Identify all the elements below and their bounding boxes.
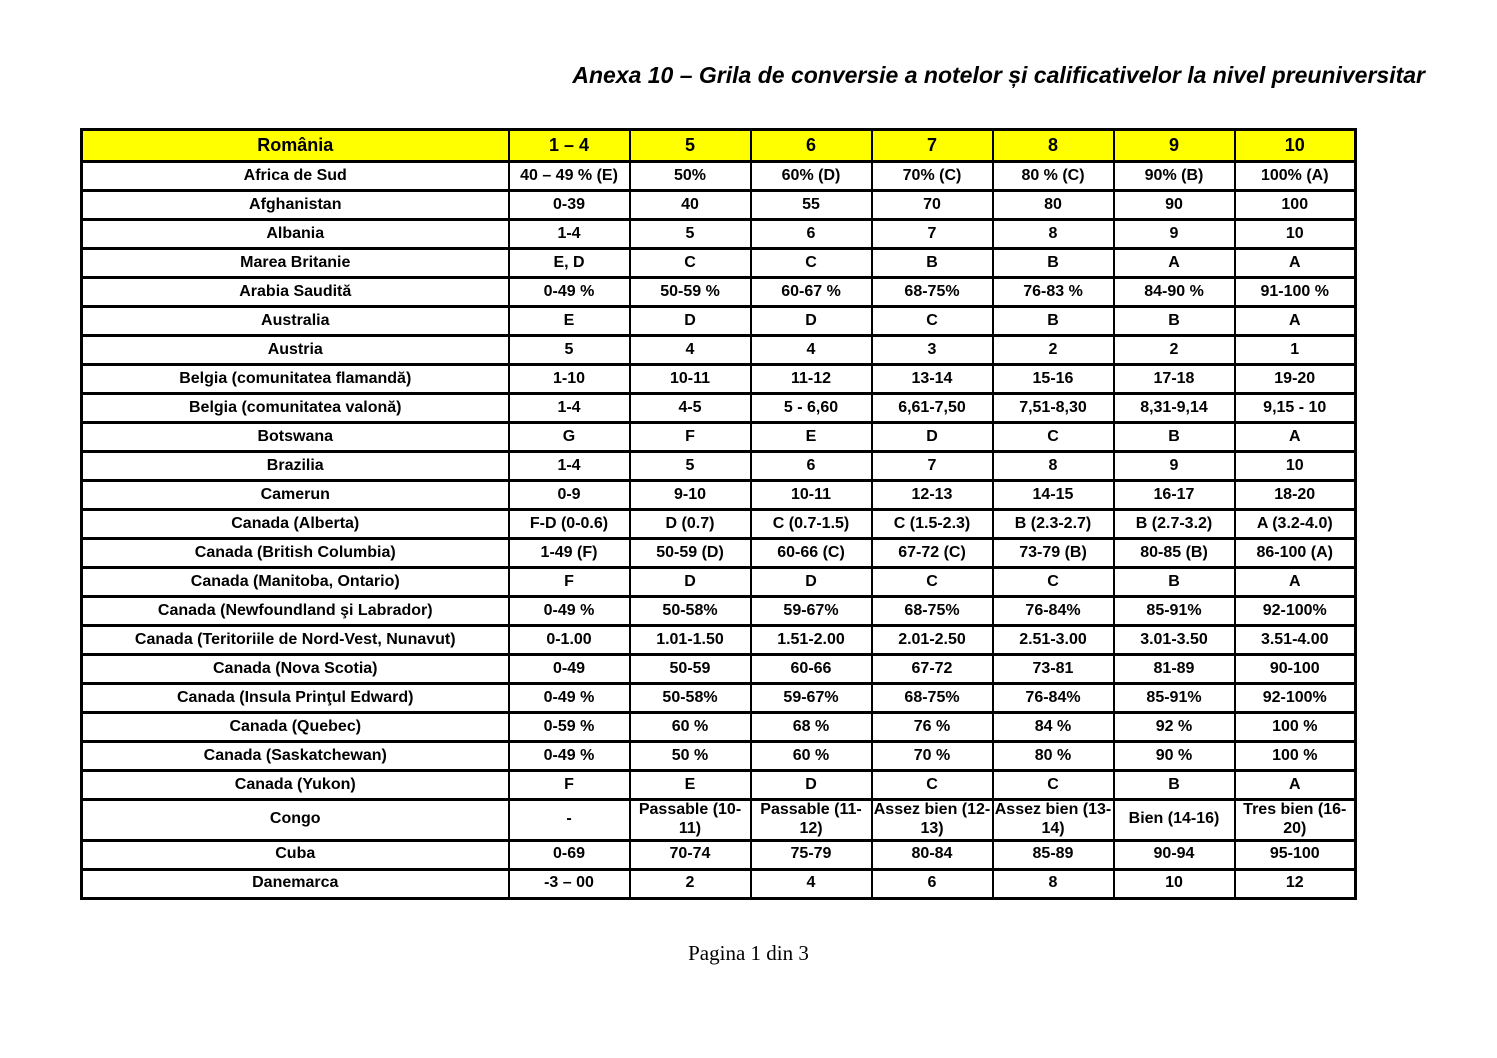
grade-cell: 50%	[630, 162, 751, 191]
table-header-row	[82, 130, 1356, 162]
grade-cell: 70% (C)	[872, 162, 993, 191]
document-title: Anexa 10 – Grila de conversie a notelor și calificativelor la nivel preuniversitar	[572, 62, 1425, 88]
country-cell: Canada (Yukon)	[82, 771, 509, 800]
header-cell-grade: 5	[630, 130, 751, 162]
country-cell: Afghanistan	[82, 191, 509, 220]
grade-cell: 5	[630, 452, 751, 481]
grade-cell: 4-5	[630, 394, 751, 423]
table-row	[82, 220, 1356, 249]
grade-cell: 70-74	[630, 840, 751, 869]
grade-cell: A	[1235, 423, 1356, 452]
country-cell: Canada (Insula Prinţul Edward)	[82, 684, 509, 713]
grade-cell: 2	[993, 336, 1114, 365]
grade-cell: 4	[751, 336, 872, 365]
grade-cell: C (0.7-1.5)	[751, 510, 872, 539]
header-cell-grade: 7	[872, 130, 993, 162]
grade-cell: 5	[509, 336, 630, 365]
grade-cell: -3 – 00	[509, 869, 630, 898]
grade-conversion-table	[80, 128, 1357, 900]
country-cell: Africa de Sud	[82, 162, 509, 191]
grade-cell: 5	[630, 220, 751, 249]
grade-cell: 60-66	[751, 655, 872, 684]
grade-cell: 9	[1114, 452, 1235, 481]
grade-cell: 85-89	[993, 840, 1114, 869]
grade-cell: 0-49 %	[509, 684, 630, 713]
grade-cell: C	[630, 249, 751, 278]
grade-cell: 13-14	[872, 365, 993, 394]
grade-cell: 1-49 (F)	[509, 539, 630, 568]
grade-cell: E	[751, 423, 872, 452]
grade-cell: 73-81	[993, 655, 1114, 684]
grade-cell: 60-67 %	[751, 278, 872, 307]
grade-cell: A	[1235, 249, 1356, 278]
grade-cell: 4	[630, 336, 751, 365]
grade-cell: 95-100	[1235, 840, 1356, 869]
grade-cell: B	[1114, 771, 1235, 800]
grade-cell: 4	[751, 869, 872, 898]
table-row	[82, 869, 1356, 898]
table-row	[82, 713, 1356, 742]
grade-cell: Passable (10-11)	[630, 800, 751, 841]
grade-cell: 90 %	[1114, 742, 1235, 771]
table-row	[82, 597, 1356, 626]
grade-cell: 18-20	[1235, 481, 1356, 510]
grade-cell: 67-72 (C)	[872, 539, 993, 568]
grade-cell: 1.01-1.50	[630, 626, 751, 655]
grade-cell: D	[872, 423, 993, 452]
table-row	[82, 510, 1356, 539]
grade-cell: 60 %	[751, 742, 872, 771]
grade-cell: 92-100%	[1235, 597, 1356, 626]
country-cell: Cuba	[82, 840, 509, 869]
country-cell: Austria	[82, 336, 509, 365]
grade-cell: D	[751, 568, 872, 597]
grade-cell: 59-67%	[751, 684, 872, 713]
grade-cell: 2.01-2.50	[872, 626, 993, 655]
grade-cell: 16-17	[1114, 481, 1235, 510]
grade-cell: 7	[872, 220, 993, 249]
grade-cell: B	[993, 249, 1114, 278]
country-cell: Danemarca	[82, 869, 509, 898]
grade-cell: 67-72	[872, 655, 993, 684]
grade-cell: 2	[1114, 336, 1235, 365]
grade-cell: 70 %	[872, 742, 993, 771]
table-row	[82, 336, 1356, 365]
grade-cell: 0-59 %	[509, 713, 630, 742]
grade-cell: 100 %	[1235, 742, 1356, 771]
table-row	[82, 423, 1356, 452]
grade-cell: 7,51-8,30	[993, 394, 1114, 423]
grade-cell: 81-89	[1114, 655, 1235, 684]
header-cell-grade: 9	[1114, 130, 1235, 162]
country-cell: Canada (Manitoba, Ontario)	[82, 568, 509, 597]
grade-cell: A	[1235, 307, 1356, 336]
grade-cell: 75-79	[751, 840, 872, 869]
grade-cell: 0-49 %	[509, 278, 630, 307]
country-cell: Canada (Teritoriile de Nord-Vest, Nunavut)	[82, 626, 509, 655]
grade-cell: 17-18	[1114, 365, 1235, 394]
grade-cell: 80-85 (B)	[1114, 539, 1235, 568]
grade-cell: 1-10	[509, 365, 630, 394]
grade-cell: 0-69	[509, 840, 630, 869]
table-body	[82, 162, 1356, 899]
grade-cell: 8	[993, 452, 1114, 481]
country-cell: Australia	[82, 307, 509, 336]
grade-cell: 1-4	[509, 452, 630, 481]
grade-cell: D	[630, 568, 751, 597]
grade-cell: 80 % (C)	[993, 162, 1114, 191]
grade-cell: 90	[1114, 191, 1235, 220]
country-cell: Arabia Saudită	[82, 278, 509, 307]
table-row	[82, 249, 1356, 278]
grade-cell: F	[509, 568, 630, 597]
grade-cell: B	[993, 307, 1114, 336]
grade-cell: F	[509, 771, 630, 800]
grade-cell: C	[751, 249, 872, 278]
grade-cell: 68-75%	[872, 684, 993, 713]
grade-cell: 3.01-3.50	[1114, 626, 1235, 655]
grade-cell: 60 %	[630, 713, 751, 742]
grade-cell: 59-67%	[751, 597, 872, 626]
grade-cell: Assez bien (13-14)	[993, 800, 1114, 841]
grade-cell: 76-84%	[993, 684, 1114, 713]
grade-cell: 10-11	[751, 481, 872, 510]
country-cell: Canada (Newfoundland şi Labrador)	[82, 597, 509, 626]
grade-cell: 84 %	[993, 713, 1114, 742]
grade-cell: 10	[1235, 452, 1356, 481]
grade-cell: 40 – 49 % (E)	[509, 162, 630, 191]
country-cell: Canada (Saskatchewan)	[82, 742, 509, 771]
grade-cell: 15-16	[993, 365, 1114, 394]
grade-cell: 9-10	[630, 481, 751, 510]
grade-cell: 73-79 (B)	[993, 539, 1114, 568]
grade-cell: 90-94	[1114, 840, 1235, 869]
grade-cell: 90% (B)	[1114, 162, 1235, 191]
grade-cell: G	[509, 423, 630, 452]
grade-cell: 70	[872, 191, 993, 220]
grade-cell: E	[509, 307, 630, 336]
table-row	[82, 539, 1356, 568]
grade-cell: 1-4	[509, 220, 630, 249]
grade-cell: -	[509, 800, 630, 841]
grade-cell: C	[872, 307, 993, 336]
grade-cell: 2.51-3.00	[993, 626, 1114, 655]
grade-cell: 2	[630, 869, 751, 898]
country-cell: Canada (British Columbia)	[82, 539, 509, 568]
grade-cell: B	[1114, 307, 1235, 336]
grade-cell: 50-59	[630, 655, 751, 684]
table-row	[82, 742, 1356, 771]
header-cell-grade: 1 – 4	[509, 130, 630, 162]
grade-cell: 92 %	[1114, 713, 1235, 742]
table-row	[82, 568, 1356, 597]
grade-cell: 100 %	[1235, 713, 1356, 742]
table-row	[82, 191, 1356, 220]
grade-cell: A	[1114, 249, 1235, 278]
table-row	[82, 394, 1356, 423]
country-cell: Canada (Quebec)	[82, 713, 509, 742]
grade-cell: 1	[1235, 336, 1356, 365]
grade-cell: 10-11	[630, 365, 751, 394]
table-row	[82, 365, 1356, 394]
grade-cell: Passable (11-12)	[751, 800, 872, 841]
grade-cell: C	[872, 568, 993, 597]
grade-cell: 11-12	[751, 365, 872, 394]
grade-cell: 50-58%	[630, 684, 751, 713]
grade-cell: 3	[872, 336, 993, 365]
grade-cell: B	[872, 249, 993, 278]
grade-cell: 50-59 %	[630, 278, 751, 307]
table-row	[82, 771, 1356, 800]
grade-cell: 60% (D)	[751, 162, 872, 191]
grade-cell: 6	[751, 452, 872, 481]
grade-cell: 100% (A)	[1235, 162, 1356, 191]
grade-cell: Assez bien (12-13)	[872, 800, 993, 841]
grade-cell: 50-59 (D)	[630, 539, 751, 568]
grade-cell: F	[630, 423, 751, 452]
grade-cell: 80	[993, 191, 1114, 220]
grade-cell: 80-84	[872, 840, 993, 869]
table-row	[82, 655, 1356, 684]
grade-cell: E, D	[509, 249, 630, 278]
grade-cell: 19-20	[1235, 365, 1356, 394]
country-cell: Canada (Alberta)	[82, 510, 509, 539]
grade-cell: 85-91%	[1114, 597, 1235, 626]
grade-cell: 0-1.00	[509, 626, 630, 655]
grade-cell: D	[751, 307, 872, 336]
table-row	[82, 307, 1356, 336]
grade-cell: 85-91%	[1114, 684, 1235, 713]
grade-cell: C	[993, 423, 1114, 452]
grade-cell: 8	[993, 869, 1114, 898]
grade-cell: 60-66 (C)	[751, 539, 872, 568]
country-cell: Congo	[82, 800, 509, 841]
grade-cell: 68-75%	[872, 597, 993, 626]
country-cell: Marea Britanie	[82, 249, 509, 278]
country-cell: Albania	[82, 220, 509, 249]
grade-cell: 76-83 %	[993, 278, 1114, 307]
grade-cell: 8	[993, 220, 1114, 249]
grade-cell: 0-9	[509, 481, 630, 510]
grade-cell: C (1.5-2.3)	[872, 510, 993, 539]
grade-cell: 1-4	[509, 394, 630, 423]
header-cell-grade: 10	[1235, 130, 1356, 162]
grade-cell: 55	[751, 191, 872, 220]
grade-cell: 0-49 %	[509, 597, 630, 626]
grade-cell: B (2.7-3.2)	[1114, 510, 1235, 539]
grade-cell: 92-100%	[1235, 684, 1356, 713]
grade-cell: 0-39	[509, 191, 630, 220]
grade-cell: 10	[1114, 869, 1235, 898]
table-row	[82, 800, 1356, 841]
table-row	[82, 278, 1356, 307]
grade-cell: 68-75%	[872, 278, 993, 307]
table-row	[82, 162, 1356, 191]
grade-cell: 14-15	[993, 481, 1114, 510]
table-row	[82, 684, 1356, 713]
grade-cell: F-D (0-0.6)	[509, 510, 630, 539]
grade-cell: A (3.2-4.0)	[1235, 510, 1356, 539]
grade-cell: B (2.3-2.7)	[993, 510, 1114, 539]
grade-cell: C	[993, 771, 1114, 800]
grade-cell: B	[1114, 423, 1235, 452]
grade-cell: C	[993, 568, 1114, 597]
grade-cell: 6	[872, 869, 993, 898]
table-row	[82, 840, 1356, 869]
grade-cell: 10	[1235, 220, 1356, 249]
grade-cell: 76 %	[872, 713, 993, 742]
grade-cell: 9	[1114, 220, 1235, 249]
grade-cell: Tres bien (16-20)	[1235, 800, 1356, 841]
grade-cell: 0-49	[509, 655, 630, 684]
grade-cell: 86-100 (A)	[1235, 539, 1356, 568]
grade-cell: 50-58%	[630, 597, 751, 626]
grade-cell: 8,31-9,14	[1114, 394, 1235, 423]
country-cell: Camerun	[82, 481, 509, 510]
grade-cell: 80 %	[993, 742, 1114, 771]
grade-cell: 91-100 %	[1235, 278, 1356, 307]
table-row	[82, 481, 1356, 510]
grade-cell: D	[630, 307, 751, 336]
grade-cell: A	[1235, 568, 1356, 597]
grade-cell: 40	[630, 191, 751, 220]
grade-cell: 12-13	[872, 481, 993, 510]
grade-cell: 1.51-2.00	[751, 626, 872, 655]
grade-cell: 6	[751, 220, 872, 249]
country-cell: Belgia (comunitatea valonă)	[82, 394, 509, 423]
grade-cell: D	[751, 771, 872, 800]
grade-cell: E	[630, 771, 751, 800]
country-cell: Botswana	[82, 423, 509, 452]
header-cell-country: România	[82, 130, 509, 162]
grade-cell: 3.51-4.00	[1235, 626, 1356, 655]
grade-cell: B	[1114, 568, 1235, 597]
grade-cell: 84-90 %	[1114, 278, 1235, 307]
header-cell-grade: 6	[751, 130, 872, 162]
grade-cell: 6,61-7,50	[872, 394, 993, 423]
header-cell-grade: 8	[993, 130, 1114, 162]
grade-cell: C	[872, 771, 993, 800]
page-number: Pagina 1 din 3	[688, 941, 809, 965]
table-row	[82, 452, 1356, 481]
grade-cell: 100	[1235, 191, 1356, 220]
grade-cell: 50 %	[630, 742, 751, 771]
country-cell: Belgia (comunitatea flamandă)	[82, 365, 509, 394]
grade-cell: 76-84%	[993, 597, 1114, 626]
table-row	[82, 626, 1356, 655]
grade-cell: 0-49 %	[509, 742, 630, 771]
grade-cell: 9,15 - 10	[1235, 394, 1356, 423]
grade-cell: 7	[872, 452, 993, 481]
country-cell: Canada (Nova Scotia)	[82, 655, 509, 684]
grade-cell: 12	[1235, 869, 1356, 898]
grade-cell: A	[1235, 771, 1356, 800]
grade-cell: 90-100	[1235, 655, 1356, 684]
country-cell: Brazilia	[82, 452, 509, 481]
grade-cell: Bien (14-16)	[1114, 800, 1235, 841]
grade-cell: D (0.7)	[630, 510, 751, 539]
grade-cell: 68 %	[751, 713, 872, 742]
grade-cell: 5 - 6,60	[751, 394, 872, 423]
